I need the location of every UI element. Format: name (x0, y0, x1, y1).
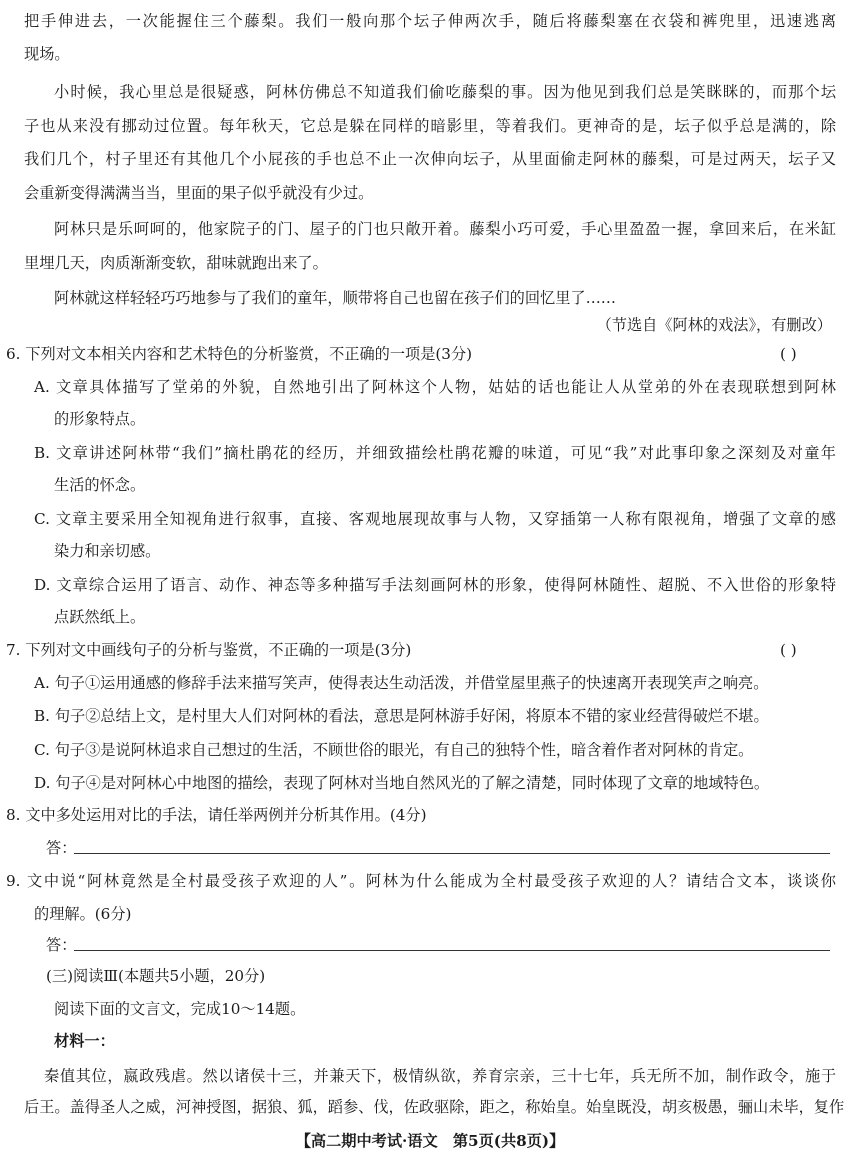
section-title: (三)阅读Ⅲ(本题共5小题，20分) (46, 967, 266, 985)
material-label: 材料一： (54, 1032, 115, 1050)
option-b: B. 文章讲述阿林带“我们”摘杜鹃花的经历，并细致描绘杜鹃花瓣的味道，可见“我”对此事印象之深刻及对童年 (34, 444, 836, 462)
story-line: 把手伸进去，一次能握住三个藤梨。我们一般向那个坛子伸两次手，随后将藤梨塞在衣袋和裤兜里，迅速逃离 (24, 12, 836, 30)
question-7-stem: 7. 下列对文中画线句子的分析与鉴赏，不正确的一项是(3分) (6, 641, 412, 659)
story-line: 会重新变得满满当当，里面的果子似乎就没有少过。 (24, 184, 374, 202)
answer-label: 答： (46, 936, 77, 954)
option-a: A. 文章具体描写了堂弟的外貌，自然地引出了阿林这个人物，姑姑的话也能让人从堂弟的外在表现联想到阿林 (34, 378, 836, 396)
option-b: B. 句子②总结上文，是村里大人们对阿林的看法，意思是阿林游手好闲，将原本不错的家业经营得破烂不堪。 (34, 707, 769, 725)
page-footer: 【高二期中考试·语文 第5页(共8页)】 (295, 1132, 565, 1150)
answer-bracket: ( ) (780, 345, 797, 363)
question-9-stem-cont: 的理解。(6分) (34, 905, 132, 923)
option-c: C. 文章主要采用全知视角进行叙事，直接、客观地展现故事与人物，又穿插第一人称有限视角，增强了文章的感 (34, 510, 836, 528)
option-c-cont: 染力和亲切感。 (54, 542, 161, 560)
material-text-line: 后王。盖得圣人之威，河神授图，据狼、狐，蹈参、伐，佐政驱除，距之，称始皇。始皇既没，胡亥极愚，骊山未毕，复作 (24, 1098, 845, 1116)
option-a: A. 句子①运用通感的修辞手法来描写笑声，使得表达生动活泼，并借堂屋里燕子的快速离开表现笑声之响亮。 (34, 674, 769, 692)
section-instruction: 阅读下面的文言文，完成10～14题。 (54, 1000, 306, 1018)
answer-line[interactable] (74, 950, 830, 951)
source-citation: （节选自《阿林的戏法》，有删改） (596, 316, 832, 334)
story-line: 现场。 (24, 45, 70, 63)
story-line: 里埋几天，肉质渐渐变软，甜味就跑出来了。 (24, 254, 328, 272)
option-d-cont: 点跃然纸上。 (54, 608, 146, 626)
question-9-stem: 9. 文中说“阿林竟然是全村最受孩子欢迎的人”。阿林为什么能成为全村最受孩子欢迎的人？请结合文本，谈谈你 (6, 872, 836, 890)
option-a-cont: 的形象特点。 (54, 410, 146, 428)
answer-label: 答： (46, 839, 77, 857)
option-b-cont: 生活的怀念。 (54, 476, 146, 494)
material-text-line: 秦值其位，嬴政残虐。然以诸侯十三，并兼天下，极情纵欲，养育宗亲，三十七年，兵无所不加，制作政令，施于 (44, 1067, 836, 1085)
question-6-stem: 6. 下列对文本相关内容和艺术特色的分析鉴赏，不正确的一项是(3分) (6, 345, 473, 363)
option-d: D. 文章综合运用了语言、动作、神态等多种描写手法刻画阿林的形象，使得阿林随性、超脱、不入世俗的形象特 (34, 576, 836, 594)
option-c: C. 句子③是说阿林追求自己想过的生活，不顾世俗的眼光，有自己的独特个性，暗含着作者对阿林的肯定。 (34, 741, 754, 759)
story-line: 小时候，我心里总是很疑惑，阿林仿佛总不知道我们偷吃藤梨的事。因为他见到我们总是笑眯眯的，而那个坛 (54, 83, 836, 101)
option-d: D. 句子④是对阿林心中地图的描绘，表现了阿林对当地自然风光的了解之清楚，同时体现了文章的地域特色。 (34, 774, 770, 792)
story-line: 阿林只是乐呵呵的，他家院子的门、屋子的门也只敞开着。藤梨小巧可爱，手心里盈盈一握，拿回来后，在米缸 (54, 220, 836, 238)
story-line: 我们几个，村子里还有其他几个小屁孩的手也总不止一次伸向坛子，从里面偷走阿林的藤梨，可是过两天，坛子又 (24, 150, 836, 168)
answer-bracket: ( ) (780, 641, 797, 659)
story-line: 子也从来没有挪动过位置。每年秋天，它总是躲在同样的暗影里，等着我们。更神奇的是，坛子似乎总是满的，除 (24, 117, 836, 135)
story-line: 阿林就这样轻轻巧巧地参与了我们的童年，顺带将自己也留在孩子们的回忆里了…… (54, 289, 616, 307)
answer-line[interactable] (74, 853, 830, 854)
question-8-stem: 8. 文中多处运用对比的手法，请任举两例并分析其作用。(4分) (6, 806, 427, 824)
